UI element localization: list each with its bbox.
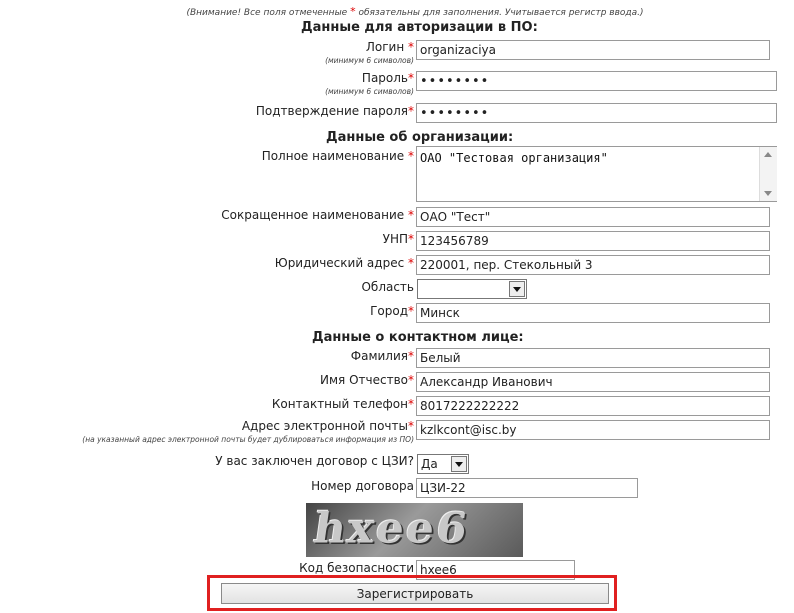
full-name-label-text: Полное наименование — [261, 149, 408, 163]
required-notice — [0, 5, 794, 18]
scroll-down-icon[interactable] — [764, 191, 772, 196]
surname-label — [351, 349, 414, 363]
required-star: * — [408, 419, 414, 433]
surname-input[interactable] — [416, 348, 770, 368]
required-star: * — [408, 232, 414, 246]
required-star: * — [408, 149, 414, 163]
captcha-text: hxee6 — [310, 504, 473, 553]
phone-label — [272, 397, 414, 411]
name-patronymic-label — [320, 373, 414, 387]
section-contact-title: Данные о контактном лице: — [312, 330, 524, 345]
city-input[interactable] — [416, 303, 770, 323]
short-name-label — [221, 208, 414, 222]
login-input[interactable] — [416, 40, 770, 60]
security-code-label: Код безопасности — [299, 561, 414, 575]
name-patronymic-label-text: Имя Отчество — [320, 373, 408, 387]
register-button[interactable]: Зарегистрировать — [221, 583, 609, 604]
email-hint: (на указанный адрес электронной почты будет дублироваться информация из ПО) — [82, 435, 414, 444]
login-hint: (минимум 6 символов) — [325, 56, 414, 65]
contract-select-value: Да — [421, 457, 438, 471]
required-star: * — [408, 304, 414, 318]
legal-address-input[interactable] — [416, 255, 770, 275]
notice-star: * — [350, 5, 356, 18]
notice-text-end: обязательны для заполнения. Учитывается регистр ввода.) — [355, 8, 644, 18]
login-label-text: Логин — [365, 40, 408, 54]
section-auth-title: Данные для авторизации в ПО: — [301, 20, 538, 35]
required-star: * — [408, 104, 414, 118]
required-star: * — [408, 256, 414, 270]
unp-label — [383, 232, 414, 246]
captcha-image — [306, 503, 523, 557]
required-star: * — [408, 71, 414, 85]
short-name-input[interactable] — [416, 207, 770, 227]
email-input[interactable] — [416, 420, 770, 440]
chevron-down-icon[interactable] — [451, 456, 467, 472]
required-star: * — [408, 373, 414, 387]
textarea-scrollbar[interactable] — [759, 147, 777, 201]
full-name-textarea[interactable] — [416, 146, 777, 202]
required-star: * — [408, 208, 414, 222]
required-star: * — [408, 349, 414, 363]
email-label — [242, 419, 414, 433]
chevron-down-icon[interactable] — [509, 281, 525, 297]
password-label-text: Пароль — [361, 71, 408, 85]
password-confirm-label — [256, 104, 414, 118]
password-input[interactable] — [416, 71, 777, 91]
unp-label-text: УНП — [382, 232, 408, 246]
email-label-text: Адрес электронной почты — [241, 419, 408, 433]
contract-label: У вас заключен договор с ЦЗИ? — [215, 454, 414, 468]
login-label — [366, 40, 414, 54]
required-star: * — [408, 40, 414, 54]
legal-address-label — [275, 256, 414, 270]
phone-label-text: Контактный телефон — [271, 397, 408, 411]
password-confirm-label-text: Подтверждение пароля — [255, 104, 408, 118]
region-select[interactable] — [417, 279, 527, 299]
unp-input[interactable] — [416, 231, 770, 251]
password-confirm-input[interactable] — [416, 103, 777, 123]
region-label: Область — [361, 280, 414, 294]
scroll-up-icon[interactable] — [764, 152, 772, 157]
required-star: * — [408, 397, 414, 411]
contract-number-label: Номер договора — [311, 479, 414, 493]
legal-address-label-text: Юридический адрес — [274, 256, 408, 270]
surname-label-text: Фамилия — [350, 349, 408, 363]
contract-number-input[interactable] — [416, 478, 638, 498]
city-label-text: Город — [370, 304, 408, 318]
password-label — [362, 71, 414, 85]
password-hint: (минимум 6 символов) — [325, 87, 414, 96]
city-label — [370, 304, 414, 318]
phone-input[interactable] — [416, 396, 770, 416]
full-name-label — [262, 149, 414, 163]
contract-select[interactable] — [417, 454, 469, 474]
short-name-label-text: Сокращенное наименование — [221, 208, 408, 222]
notice-text-start: (Внимание! Все поля отмеченные — [186, 8, 351, 18]
name-patronymic-input[interactable] — [416, 372, 770, 392]
section-org-title: Данные об организации: — [326, 130, 514, 145]
